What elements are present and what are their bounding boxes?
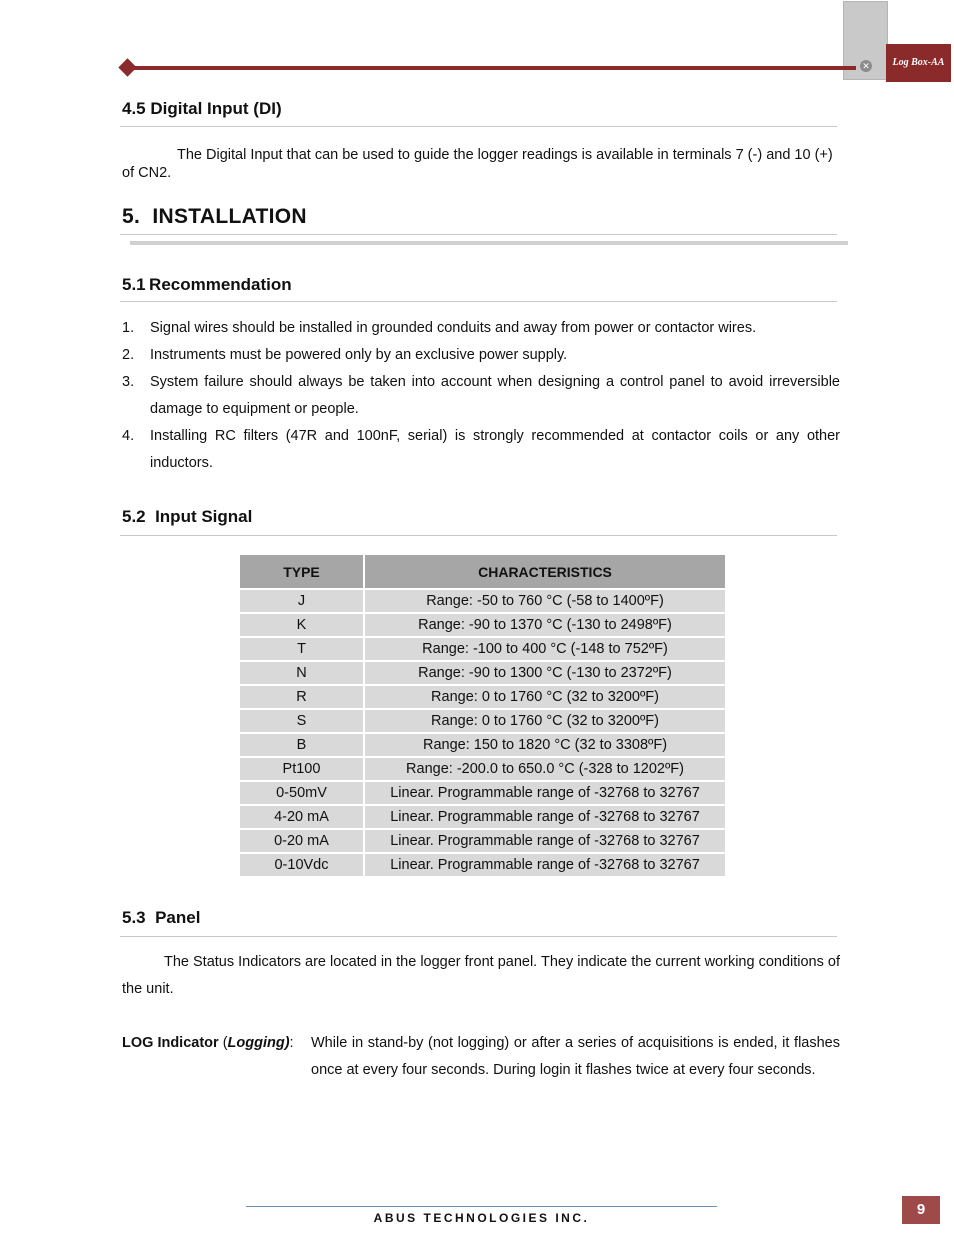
log-indicator-description: While in stand-by (not logging) or after a series of acquisitions is ended, it flashes once at every four seconds. During login it flashes twice at every four seconds. <box>311 1035 840 1078</box>
close-icon: ✕ <box>860 60 872 72</box>
log-indicator-label: LOG Indicator (Logging): <box>122 1035 294 1051</box>
section-rule <box>120 936 837 937</box>
table-row: 0-20 mA Linear. Programmable range of -32768 to 32767 <box>240 830 725 854</box>
input-signal-table <box>240 555 725 878</box>
footer-company: ABUS TECHNOLOGIES INC. <box>373 1211 590 1225</box>
table-row: 4-20 mA Linear. Programmable range of -32768 to 32767 <box>240 806 725 830</box>
panel-intro-text: The Status Indicators are located in the logger front panel. They indicate the current working conditions of the unit. <box>122 954 840 997</box>
section-5-2-heading: 5.2 Input Signal <box>122 507 253 526</box>
table-row: B Range: 150 to 1820 °C (32 to 3308ºF) <box>240 734 725 758</box>
table-row: R Range: 0 to 1760 °C (32 to 3200ºF) <box>240 686 725 710</box>
section-rule <box>120 301 837 302</box>
section-5-1-heading: 5.1 Recommendation <box>122 275 292 294</box>
table-row: N Range: -90 to 1300 °C (-130 to 2372ºF) <box>240 662 725 686</box>
table-row: K Range: -90 to 1370 °C (-130 to 2498ºF) <box>240 614 725 638</box>
table-row: T Range: -100 to 400 °C (-148 to 752ºF) <box>240 638 725 662</box>
table-header-characteristics: CHARACTERISTICS <box>365 555 725 590</box>
footer-rule <box>246 1206 717 1207</box>
section-4-5-text: The Digital Input that can be used to guide the logger readings is available in terminals 7 (-) and 10 (+) of CN2. <box>122 147 833 181</box>
table-row: Pt100 Range: -200.0 to 650.0 °C (-328 to 1202ºF) <box>240 758 725 782</box>
document-label: Log Box-AA <box>886 44 951 82</box>
chapter-rule-thick <box>130 241 848 245</box>
table-header-type: TYPE <box>240 555 365 590</box>
table-row: S Range: 0 to 1760 °C (32 to 3200ºF) <box>240 710 725 734</box>
recommendation-list <box>122 315 840 477</box>
section-rule <box>120 126 837 127</box>
section-rule <box>120 535 837 536</box>
header-diamond <box>118 58 136 76</box>
table-row: J Range: -50 to 760 °C (-58 to 1400ºF) <box>240 590 725 614</box>
list-item: 4. Installing RC filters (47R and 100nF, serial) is strongly recommended at contactor coils or any other inductors. <box>122 428 840 471</box>
list-item: 1. Signal wires should be installed in grounded conduits and away from power or contactor wires. <box>122 320 757 336</box>
header-rule <box>130 66 856 70</box>
section-5-3-heading: 5.3 Panel <box>122 908 201 927</box>
chapter-rule <box>120 234 837 235</box>
list-item: 2. Instruments must be powered only by an exclusive power supply. <box>122 347 568 363</box>
chapter-5-heading: 5. INSTALLATION <box>122 205 307 228</box>
table-row: 0-10Vdc Linear. Programmable range of -32768 to 32767 <box>240 854 725 878</box>
table-row: 0-50mV Linear. Programmable range of -32768 to 32767 <box>240 782 725 806</box>
list-item: 3. System failure should always be taken into account when designing a control panel to avoid irreversible damage to equipment or people. <box>122 374 840 417</box>
section-4-5-heading: 4.5 Digital Input (DI) <box>122 99 282 118</box>
page-number: 9 <box>902 1196 940 1224</box>
